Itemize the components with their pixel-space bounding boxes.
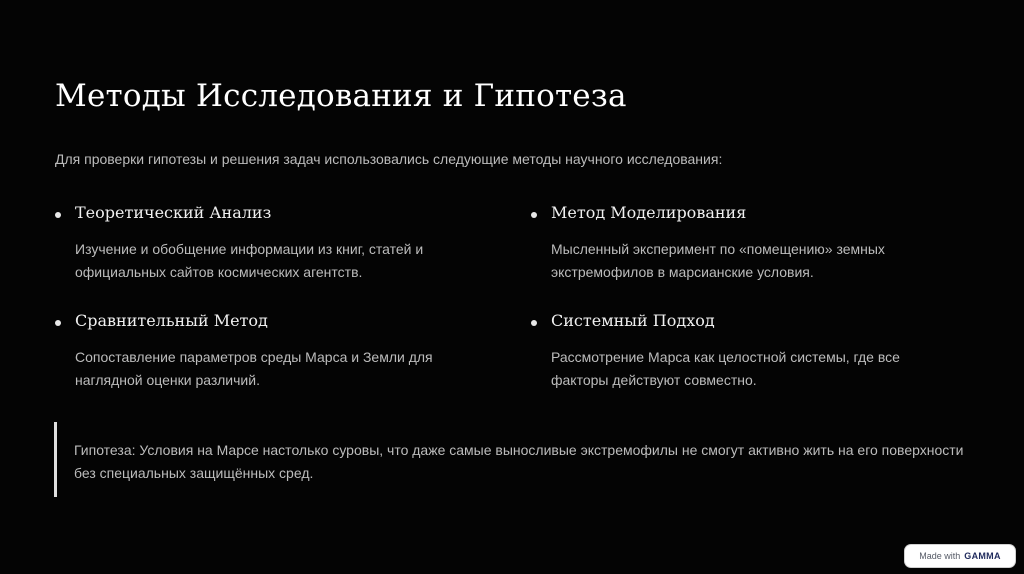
method-title: Метод Моделирования [551, 203, 747, 222]
method-description: Рассмотрение Марса как целостной системы, где все факторы действуют совместно. [551, 349, 900, 388]
method-description: Сопоставление параметров среды Марса и Земли для наглядной оценки различий. [75, 349, 433, 388]
method-description: Изучение и обобщение информации из книг, статей и официальных сайтов космических агентств. [75, 241, 424, 280]
bullet-icon [55, 320, 61, 326]
hypothesis-callout [54, 422, 977, 497]
hypothesis-text: Гипотеза: Условия на Марсе настолько суровы, что даже самые выносливые экстремофилы не смогут активно жить на его поверхности без специальных защищённых сред. [74, 442, 964, 481]
method-title: Теоретический Анализ [75, 203, 272, 222]
method-title: Системный Подход [551, 311, 715, 330]
bullet-icon [531, 212, 537, 218]
bullet-icon [55, 212, 61, 218]
intro-text: Для проверки гипотезы и решения задач использовались следующие методы научного исследования: [55, 151, 723, 167]
slide-title: Методы Исследования и Гипотеза [55, 78, 627, 114]
bullet-icon [531, 320, 537, 326]
method-description: Мысленный эксперимент по «помещению» земных экстремофилов в марсианские условия. [551, 241, 885, 280]
made-with-label: Made with [919, 551, 961, 561]
method-title: Сравнительный Метод [75, 311, 268, 330]
gamma-logo: GAMMA [964, 551, 1001, 561]
made-with-gamma-badge[interactable] [905, 545, 1015, 567]
